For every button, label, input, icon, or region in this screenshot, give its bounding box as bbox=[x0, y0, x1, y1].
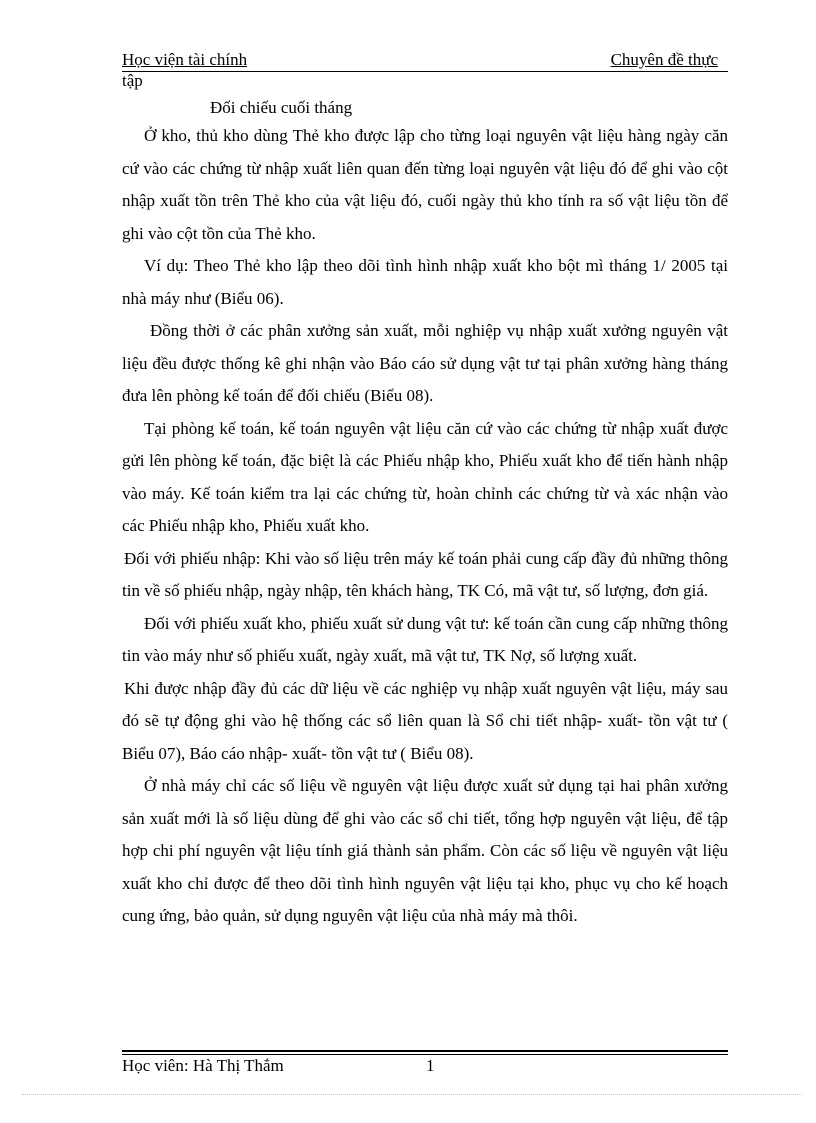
footer-rule bbox=[122, 1050, 728, 1052]
paragraph: Đối với phiếu xuất kho, phiếu xuất sử dung vật tư: kế toán cần cung cấp những thông tin vào máy như số phiếu xuất, ngày xuất, mã vật tư, TK Nợ, số lượng xuất. bbox=[122, 613, 728, 665]
paragraph: Đồng thời ở các phân xưởng sản xuất, mỗi nghiệp vụ nhập xuất xưởng nguyên vật liệu đều được thống kê ghi nhận vào Báo cáo sử dụng vật tư tại phân xưởng hàng tháng đưa lên phòng kế toán để đối chiếu (Biểu 08). bbox=[122, 321, 728, 405]
header-report-type-continuation: tập bbox=[122, 71, 143, 90]
paragraph: Ví dụ: Theo Thẻ kho lập theo dõi tình hình nhập xuất kho bột mì tháng 1/ 2005 tại nhà máy như (Biểu 06). bbox=[122, 256, 728, 308]
page-header bbox=[122, 50, 728, 90]
paragraph: Ở nhà máy chỉ các số liệu về nguyên vật liệu được xuất sử dụng tại hai phân xưởng sản xuất mới là số liệu dùng để ghi vào các sổ chi tiết, tổng hợp nguyên vật liệu, để tập hợp chi phí nguyên vật liệu tính giá thành sản phẩm. Còn các số liệu về nguyên vật liệu xuất kho chỉ được để theo dõi tình hình nguyên vật liệu tại kho, phục vụ cho kế hoạch cung ứng, bảo quản, sử dụng nguyên vật liệu của nhà máy mà thôi. bbox=[122, 776, 728, 925]
paragraph: Khi được nhập đầy đủ các dữ liệu về các nghiệp vụ nhập xuất nguyên vật liệu, máy sau đó sẽ tự động ghi vào hệ thống các sổ liên quan là Sổ chi tiết nhập- xuất- tồn vật tư ( Biểu 07), Báo cáo nhập- xuất- tồn vật tư ( Biểu 08). bbox=[122, 678, 728, 763]
header-report-type: Chuyên đề thực bbox=[610, 50, 718, 69]
paragraph: Đối với phiếu nhập: Khi vào số liệu trên máy kế toán phải cung cấp đầy đủ những thông tin về số phiếu nhập, ngày nhập, tên khách hàng, TK Có, mã vật tư, số lượng, đơn giá. bbox=[122, 548, 728, 600]
section-subtitle: Đối chiếu cuối tháng bbox=[210, 98, 353, 117]
paragraph: Tại phòng kế toán, kế toán nguyên vật liệu căn cứ vào các chứng từ nhập xuất được gửi lên phòng kế toán, đặc biệt là các Phiếu nhập kho, Phiếu xuất kho để tiến hành nhập vào máy. Kế toán kiểm tra lại các chứng từ, hoàn chỉnh các chứng từ và xác nhận vào các Phiếu nhập kho, Phiếu xuất kho. bbox=[122, 418, 728, 535]
page-boundary-dotted-line bbox=[22, 1094, 802, 1095]
paragraph: Ở kho, thủ kho dùng Thẻ kho được lập cho từng loại nguyên vật liệu hàng ngày căn cứ vào các chứng từ nhập xuất liên quan đến từng loại nguyên vật liệu đó để ghi vào cột nhập xuất tồn trên Thẻ kho của vật liệu đó, cuối ngày thủ kho tính ra số vật liệu tồn để ghi vào cột tồn của Thẻ kho. bbox=[122, 126, 728, 243]
page-number: 1 bbox=[426, 1056, 435, 1075]
body-text bbox=[122, 120, 728, 933]
header-rule bbox=[122, 71, 728, 72]
header-institution: Học viện tài chính bbox=[122, 50, 248, 69]
footer-author: Học viên: Hà Thị Thắm bbox=[122, 1056, 284, 1075]
